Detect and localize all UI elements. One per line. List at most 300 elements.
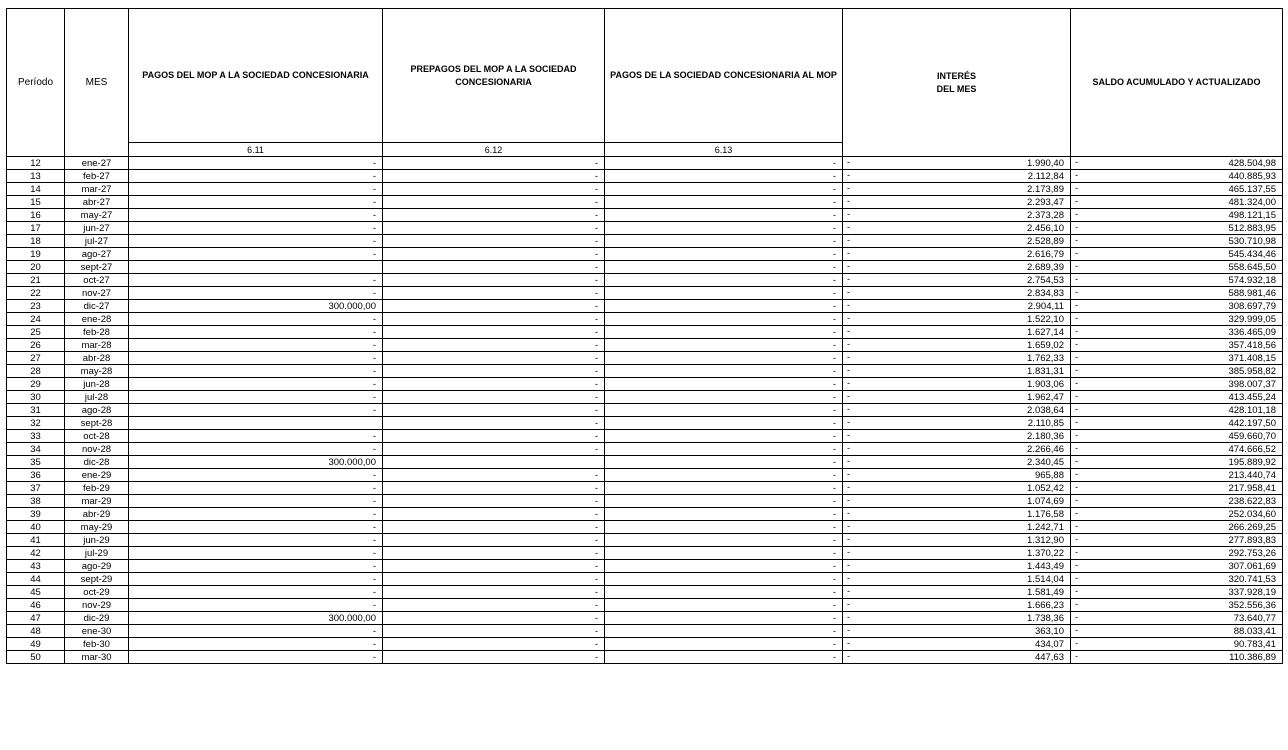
cell-mes[interactable]: mar-30: [65, 651, 129, 664]
cell-interes[interactable]: [843, 378, 1071, 391]
cell-pagos-mop[interactable]: -: [129, 651, 383, 664]
cell-saldo[interactable]: [1071, 326, 1283, 339]
cell-mes[interactable]: abr-29: [65, 508, 129, 521]
cell-interes[interactable]: [843, 183, 1071, 196]
cell-interes[interactable]: [843, 248, 1071, 261]
header-periodo: Período: [7, 9, 65, 157]
sign-marker: -: [847, 495, 851, 506]
cell-periodo[interactable]: 40: [7, 521, 65, 534]
cell-pagos-mop[interactable]: -: [129, 469, 383, 482]
cell-periodo[interactable]: 33: [7, 430, 65, 443]
cell-pagos-mop[interactable]: -: [129, 404, 383, 417]
cell-mes[interactable]: feb-28: [65, 326, 129, 339]
cell-saldo[interactable]: [1071, 638, 1283, 651]
cell-prepagos-mop[interactable]: -: [383, 404, 605, 417]
cell-prepagos-mop[interactable]: [383, 456, 605, 469]
cell-interes[interactable]: [843, 326, 1071, 339]
cell-pagos-mop[interactable]: -: [129, 521, 383, 534]
cell-pagos-mop[interactable]: [129, 261, 383, 274]
cell-pagos-mop[interactable]: -: [129, 222, 383, 235]
cell-pagos-sociedad[interactable]: -: [605, 339, 843, 352]
cell-mes[interactable]: feb-30: [65, 638, 129, 651]
cell-interes-value: 1.176,58: [1027, 508, 1064, 520]
cell-interes[interactable]: [843, 443, 1071, 456]
cell-saldo[interactable]: [1071, 430, 1283, 443]
cell-mes[interactable]: dic-28: [65, 456, 129, 469]
cell-pagos-mop[interactable]: -: [129, 508, 383, 521]
cell-pagos-sociedad[interactable]: -: [605, 235, 843, 248]
cell-pagos-sociedad[interactable]: -: [605, 612, 843, 625]
cell-pagos-mop[interactable]: -: [129, 183, 383, 196]
cell-pagos-sociedad[interactable]: -: [605, 196, 843, 209]
cell-saldo[interactable]: [1071, 521, 1283, 534]
table-row: [7, 651, 1283, 664]
cell-pagos-sociedad[interactable]: -: [605, 352, 843, 365]
cell-saldo[interactable]: [1071, 235, 1283, 248]
cell-pagos-sociedad[interactable]: -: [605, 534, 843, 547]
cell-prepagos-mop[interactable]: -: [383, 222, 605, 235]
cell-pagos-sociedad[interactable]: -: [605, 443, 843, 456]
table-row: [7, 352, 1283, 365]
cell-interes[interactable]: [843, 625, 1071, 638]
cell-saldo[interactable]: [1071, 599, 1283, 612]
cell-pagos-mop[interactable]: 300.000,00: [129, 612, 383, 625]
cell-periodo[interactable]: 41: [7, 534, 65, 547]
cell-periodo[interactable]: 27: [7, 352, 65, 365]
cell-saldo-value: 292.753,26: [1228, 547, 1276, 559]
cell-interes[interactable]: [843, 313, 1071, 326]
cell-mes[interactable]: ene-27: [65, 157, 129, 170]
sign-marker: -: [1075, 573, 1079, 584]
cell-mes[interactable]: may-27: [65, 209, 129, 222]
cell-saldo[interactable]: [1071, 443, 1283, 456]
cell-interes[interactable]: [843, 612, 1071, 625]
cell-mes[interactable]: jul-27: [65, 235, 129, 248]
cell-interes[interactable]: [843, 456, 1071, 469]
cell-saldo[interactable]: [1071, 209, 1283, 222]
cell-pagos-mop[interactable]: -: [129, 547, 383, 560]
cell-mes[interactable]: ene-29: [65, 469, 129, 482]
cell-pagos-mop[interactable]: -: [129, 313, 383, 326]
cell-pagos-mop[interactable]: -: [129, 495, 383, 508]
cell-pagos-sociedad[interactable]: -: [605, 183, 843, 196]
cell-saldo[interactable]: [1071, 274, 1283, 287]
cell-saldo[interactable]: [1071, 261, 1283, 274]
cell-interes-value: 965,88: [1034, 469, 1064, 481]
cell-pagos-sociedad[interactable]: -: [605, 404, 843, 417]
cell-pagos-mop[interactable]: -: [129, 443, 383, 456]
cell-pagos-sociedad[interactable]: -: [605, 170, 843, 183]
cell-prepagos-mop[interactable]: -: [383, 599, 605, 612]
cell-pagos-sociedad[interactable]: -: [605, 547, 843, 560]
cell-mes[interactable]: may-28: [65, 365, 129, 378]
cell-interes[interactable]: [843, 274, 1071, 287]
cell-saldo[interactable]: [1071, 378, 1283, 391]
cell-periodo[interactable]: 42: [7, 547, 65, 560]
cell-pagos-mop[interactable]: -: [129, 287, 383, 300]
cell-interes[interactable]: [843, 573, 1071, 586]
cell-prepagos-mop[interactable]: -: [383, 469, 605, 482]
cell-periodo[interactable]: 15: [7, 196, 65, 209]
cell-prepagos-mop[interactable]: -: [383, 209, 605, 222]
cell-interes[interactable]: [843, 209, 1071, 222]
cell-periodo[interactable]: 50: [7, 651, 65, 664]
cell-pagos-mop[interactable]: -: [129, 157, 383, 170]
cell-mes[interactable]: feb-27: [65, 170, 129, 183]
cell-pagos-mop[interactable]: [129, 417, 383, 430]
cell-pagos-sociedad[interactable]: -: [605, 430, 843, 443]
cell-prepagos-mop[interactable]: -: [383, 287, 605, 300]
cell-periodo[interactable]: 25: [7, 326, 65, 339]
cell-saldo[interactable]: [1071, 183, 1283, 196]
cell-interes[interactable]: [843, 521, 1071, 534]
cell-pagos-sociedad[interactable]: -: [605, 365, 843, 378]
cell-interes[interactable]: [843, 547, 1071, 560]
cell-pagos-mop[interactable]: -: [129, 482, 383, 495]
cell-pagos-mop[interactable]: -: [129, 352, 383, 365]
cell-saldo[interactable]: [1071, 404, 1283, 417]
cell-prepagos-mop[interactable]: -: [383, 625, 605, 638]
cell-mes[interactable]: jun-28: [65, 378, 129, 391]
cell-prepagos-mop[interactable]: -: [383, 274, 605, 287]
cell-mes[interactable]: jul-29: [65, 547, 129, 560]
cell-saldo[interactable]: [1071, 157, 1283, 170]
cell-prepagos-mop[interactable]: -: [383, 482, 605, 495]
cell-saldo[interactable]: [1071, 534, 1283, 547]
cell-prepagos-mop[interactable]: -: [383, 196, 605, 209]
cell-interes[interactable]: [843, 508, 1071, 521]
cell-prepagos-mop[interactable]: -: [383, 417, 605, 430]
cell-prepagos-mop[interactable]: -: [383, 573, 605, 586]
cell-interes[interactable]: [843, 560, 1071, 573]
cell-pagos-mop[interactable]: -: [129, 248, 383, 261]
cell-periodo[interactable]: 14: [7, 183, 65, 196]
cell-pagos-mop[interactable]: -: [129, 625, 383, 638]
cell-pagos-mop[interactable]: -: [129, 196, 383, 209]
cell-prepagos-mop[interactable]: -: [383, 235, 605, 248]
cell-pagos-sociedad[interactable]: -: [605, 625, 843, 638]
cell-mes[interactable]: ago-27: [65, 248, 129, 261]
cell-pagos-mop[interactable]: 300.000,00: [129, 300, 383, 313]
cell-periodo[interactable]: 47: [7, 612, 65, 625]
cell-saldo-value: 213.440,74: [1228, 469, 1276, 481]
cell-periodo[interactable]: 44: [7, 573, 65, 586]
cell-saldo[interactable]: [1071, 456, 1283, 469]
cell-periodo[interactable]: 28: [7, 365, 65, 378]
table-row: [7, 287, 1283, 300]
cell-periodo[interactable]: 36: [7, 469, 65, 482]
cell-pagos-mop[interactable]: -: [129, 534, 383, 547]
cell-pagos-sociedad[interactable]: -: [605, 248, 843, 261]
cell-periodo[interactable]: 22: [7, 287, 65, 300]
cell-mes[interactable]: ago-29: [65, 560, 129, 573]
cell-pagos-sociedad[interactable]: -: [605, 209, 843, 222]
cell-saldo[interactable]: [1071, 508, 1283, 521]
cell-mes[interactable]: dic-29: [65, 612, 129, 625]
sign-marker: -: [847, 560, 851, 571]
cell-prepagos-mop[interactable]: -: [383, 352, 605, 365]
cell-prepagos-mop[interactable]: -: [383, 248, 605, 261]
cell-pagos-sociedad[interactable]: -: [605, 508, 843, 521]
cell-periodo[interactable]: 21: [7, 274, 65, 287]
cell-prepagos-mop[interactable]: -: [383, 495, 605, 508]
cell-pagos-mop[interactable]: -: [129, 638, 383, 651]
cell-periodo[interactable]: 18: [7, 235, 65, 248]
cell-interes[interactable]: [843, 157, 1071, 170]
cell-pagos-sociedad[interactable]: -: [605, 287, 843, 300]
cell-prepagos-mop[interactable]: -: [383, 638, 605, 651]
cell-mes[interactable]: sept-28: [65, 417, 129, 430]
cell-pagos-mop[interactable]: -: [129, 586, 383, 599]
cell-prepagos-mop[interactable]: -: [383, 547, 605, 560]
cell-pagos-sociedad[interactable]: -: [605, 456, 843, 469]
cell-saldo[interactable]: [1071, 391, 1283, 404]
cell-prepagos-mop[interactable]: -: [383, 326, 605, 339]
cell-mes[interactable]: sept-27: [65, 261, 129, 274]
cell-interes[interactable]: [843, 196, 1071, 209]
cell-interes[interactable]: [843, 417, 1071, 430]
cell-mes[interactable]: nov-29: [65, 599, 129, 612]
cell-prepagos-mop[interactable]: -: [383, 183, 605, 196]
cell-mes[interactable]: ago-28: [65, 404, 129, 417]
cell-periodo[interactable]: 12: [7, 157, 65, 170]
cell-saldo[interactable]: [1071, 573, 1283, 586]
cell-periodo[interactable]: 34: [7, 443, 65, 456]
cell-pagos-mop[interactable]: -: [129, 560, 383, 573]
cell-pagos-sociedad[interactable]: -: [605, 651, 843, 664]
cell-interes[interactable]: [843, 352, 1071, 365]
cell-saldo[interactable]: [1071, 417, 1283, 430]
cell-interes[interactable]: [843, 287, 1071, 300]
table-row: [7, 443, 1283, 456]
cell-mes[interactable]: feb-29: [65, 482, 129, 495]
cell-prepagos-mop[interactable]: -: [383, 157, 605, 170]
cell-prepagos-mop[interactable]: -: [383, 170, 605, 183]
cell-pagos-sociedad[interactable]: -: [605, 560, 843, 573]
cell-periodo[interactable]: 26: [7, 339, 65, 352]
sign-marker: -: [847, 287, 851, 298]
table-row: [7, 508, 1283, 521]
cell-mes[interactable]: abr-27: [65, 196, 129, 209]
cell-pagos-mop[interactable]: -: [129, 235, 383, 248]
cell-pagos-sociedad[interactable]: -: [605, 261, 843, 274]
cell-saldo[interactable]: [1071, 196, 1283, 209]
cell-periodo[interactable]: 37: [7, 482, 65, 495]
cell-periodo[interactable]: 19: [7, 248, 65, 261]
cell-prepagos-mop[interactable]: -: [383, 430, 605, 443]
cell-mes[interactable]: may-29: [65, 521, 129, 534]
cell-pagos-sociedad[interactable]: -: [605, 495, 843, 508]
cell-interes[interactable]: [843, 599, 1071, 612]
cell-pagos-mop[interactable]: -: [129, 339, 383, 352]
cell-mes[interactable]: dic-27: [65, 300, 129, 313]
cell-mes[interactable]: mar-29: [65, 495, 129, 508]
cell-prepagos-mop[interactable]: -: [383, 261, 605, 274]
cell-pagos-sociedad[interactable]: -: [605, 638, 843, 651]
cell-prepagos-mop[interactable]: -: [383, 521, 605, 534]
cell-pagos-sociedad[interactable]: -: [605, 326, 843, 339]
cell-prepagos-mop[interactable]: -: [383, 339, 605, 352]
cell-saldo[interactable]: [1071, 352, 1283, 365]
cell-saldo[interactable]: [1071, 339, 1283, 352]
cell-saldo-value: 512.883,95: [1228, 222, 1276, 234]
cell-pagos-sociedad[interactable]: -: [605, 300, 843, 313]
cell-saldo[interactable]: [1071, 469, 1283, 482]
cell-prepagos-mop[interactable]: -: [383, 612, 605, 625]
table-row: [7, 248, 1283, 261]
cell-interes[interactable]: [843, 365, 1071, 378]
cell-prepagos-mop[interactable]: -: [383, 365, 605, 378]
sign-marker: -: [1075, 547, 1079, 558]
cell-pagos-mop[interactable]: -: [129, 378, 383, 391]
cell-pagos-sociedad[interactable]: -: [605, 274, 843, 287]
cell-pagos-sociedad[interactable]: -: [605, 521, 843, 534]
cell-pagos-mop[interactable]: 300.000,00: [129, 456, 383, 469]
cell-pagos-mop[interactable]: -: [129, 599, 383, 612]
sign-marker: -: [847, 391, 851, 402]
cell-interes[interactable]: [843, 482, 1071, 495]
cell-periodo[interactable]: 35: [7, 456, 65, 469]
cell-pagos-mop[interactable]: -: [129, 365, 383, 378]
cell-pagos-mop[interactable]: -: [129, 326, 383, 339]
cell-mes[interactable]: mar-27: [65, 183, 129, 196]
cell-mes[interactable]: oct-29: [65, 586, 129, 599]
cell-mes[interactable]: mar-28: [65, 339, 129, 352]
cell-mes[interactable]: jun-27: [65, 222, 129, 235]
cell-saldo[interactable]: [1071, 547, 1283, 560]
cell-interes[interactable]: [843, 534, 1071, 547]
cell-saldo[interactable]: [1071, 560, 1283, 573]
cell-interes[interactable]: [843, 469, 1071, 482]
cell-periodo[interactable]: 23: [7, 300, 65, 313]
cell-interes-value: 2.038,64: [1027, 404, 1064, 416]
sign-marker: -: [847, 573, 851, 584]
cell-interes[interactable]: [843, 404, 1071, 417]
cell-saldo[interactable]: [1071, 651, 1283, 664]
cell-interes-value: 2.904,11: [1027, 300, 1064, 312]
cell-pagos-sociedad[interactable]: -: [605, 586, 843, 599]
cell-interes[interactable]: [843, 339, 1071, 352]
cell-pagos-mop[interactable]: -: [129, 573, 383, 586]
cell-periodo[interactable]: 48: [7, 625, 65, 638]
cell-pagos-mop[interactable]: -: [129, 391, 383, 404]
cell-interes[interactable]: [843, 235, 1071, 248]
cell-periodo[interactable]: 16: [7, 209, 65, 222]
header-interes: [843, 9, 1071, 157]
sign-marker: -: [1075, 313, 1079, 324]
cell-saldo-value: 385.958,82: [1228, 365, 1276, 377]
cell-pagos-mop[interactable]: -: [129, 209, 383, 222]
cell-pagos-sociedad[interactable]: -: [605, 313, 843, 326]
cell-pagos-sociedad[interactable]: -: [605, 573, 843, 586]
cell-pagos-sociedad[interactable]: -: [605, 482, 843, 495]
cell-interes[interactable]: [843, 222, 1071, 235]
cell-saldo[interactable]: [1071, 625, 1283, 638]
cell-periodo[interactable]: 24: [7, 313, 65, 326]
cell-prepagos-mop[interactable]: -: [383, 534, 605, 547]
cell-saldo[interactable]: [1071, 287, 1283, 300]
cell-saldo[interactable]: [1071, 612, 1283, 625]
cell-pagos-mop[interactable]: -: [129, 170, 383, 183]
cell-prepagos-mop[interactable]: -: [383, 586, 605, 599]
cell-saldo[interactable]: [1071, 495, 1283, 508]
cell-interes-value: 2.180,36: [1027, 430, 1064, 442]
cell-mes[interactable]: oct-28: [65, 430, 129, 443]
cell-interes[interactable]: [843, 495, 1071, 508]
cell-periodo[interactable]: 39: [7, 508, 65, 521]
cell-pagos-sociedad[interactable]: -: [605, 469, 843, 482]
cell-pagos-mop[interactable]: -: [129, 430, 383, 443]
cell-saldo[interactable]: [1071, 300, 1283, 313]
cell-mes[interactable]: nov-27: [65, 287, 129, 300]
cell-periodo[interactable]: 17: [7, 222, 65, 235]
cell-prepagos-mop[interactable]: -: [383, 313, 605, 326]
cell-prepagos-mop[interactable]: -: [383, 378, 605, 391]
cell-interes[interactable]: [843, 170, 1071, 183]
cell-mes[interactable]: ene-28: [65, 313, 129, 326]
cell-interes[interactable]: [843, 261, 1071, 274]
cell-mes[interactable]: nov-28: [65, 443, 129, 456]
cell-prepagos-mop[interactable]: -: [383, 651, 605, 664]
cell-periodo[interactable]: 46: [7, 599, 65, 612]
cell-interes[interactable]: [843, 638, 1071, 651]
cell-pagos-sociedad[interactable]: -: [605, 599, 843, 612]
cell-saldo[interactable]: [1071, 586, 1283, 599]
cell-mes[interactable]: jul-28: [65, 391, 129, 404]
cell-pagos-sociedad[interactable]: -: [605, 157, 843, 170]
cell-periodo[interactable]: 13: [7, 170, 65, 183]
cell-mes[interactable]: abr-28: [65, 352, 129, 365]
cell-pagos-mop[interactable]: -: [129, 274, 383, 287]
cell-prepagos-mop[interactable]: -: [383, 300, 605, 313]
cell-mes[interactable]: jun-29: [65, 534, 129, 547]
cell-prepagos-mop[interactable]: -: [383, 560, 605, 573]
cell-saldo[interactable]: [1071, 313, 1283, 326]
cell-prepagos-mop[interactable]: -: [383, 508, 605, 521]
cell-pagos-sociedad[interactable]: -: [605, 222, 843, 235]
cell-interes[interactable]: [843, 300, 1071, 313]
cell-periodo[interactable]: 38: [7, 495, 65, 508]
cell-pagos-sociedad[interactable]: -: [605, 378, 843, 391]
cell-saldo[interactable]: [1071, 365, 1283, 378]
cell-periodo[interactable]: 45: [7, 586, 65, 599]
cell-prepagos-mop[interactable]: -: [383, 391, 605, 404]
cell-periodo[interactable]: 30: [7, 391, 65, 404]
cell-saldo-value: 428.504,98: [1228, 157, 1276, 169]
cell-mes[interactable]: oct-27: [65, 274, 129, 287]
cell-interes-value: 2.266,46: [1027, 443, 1064, 455]
cell-pagos-sociedad[interactable]: -: [605, 417, 843, 430]
cell-saldo[interactable]: [1071, 170, 1283, 183]
cell-prepagos-mop[interactable]: -: [383, 443, 605, 456]
cell-mes[interactable]: sept-29: [65, 573, 129, 586]
cell-interes[interactable]: [843, 586, 1071, 599]
cell-interes[interactable]: [843, 651, 1071, 664]
cell-saldo[interactable]: [1071, 248, 1283, 261]
cell-saldo[interactable]: [1071, 482, 1283, 495]
cell-interes[interactable]: [843, 430, 1071, 443]
cell-mes[interactable]: ene-30: [65, 625, 129, 638]
cell-periodo[interactable]: 20: [7, 261, 65, 274]
cell-periodo[interactable]: 31: [7, 404, 65, 417]
cell-periodo[interactable]: 43: [7, 560, 65, 573]
cell-pagos-sociedad[interactable]: -: [605, 391, 843, 404]
cell-saldo[interactable]: [1071, 222, 1283, 235]
cell-periodo[interactable]: 49: [7, 638, 65, 651]
cell-periodo[interactable]: 32: [7, 417, 65, 430]
cell-periodo[interactable]: 29: [7, 378, 65, 391]
cell-interes[interactable]: [843, 391, 1071, 404]
